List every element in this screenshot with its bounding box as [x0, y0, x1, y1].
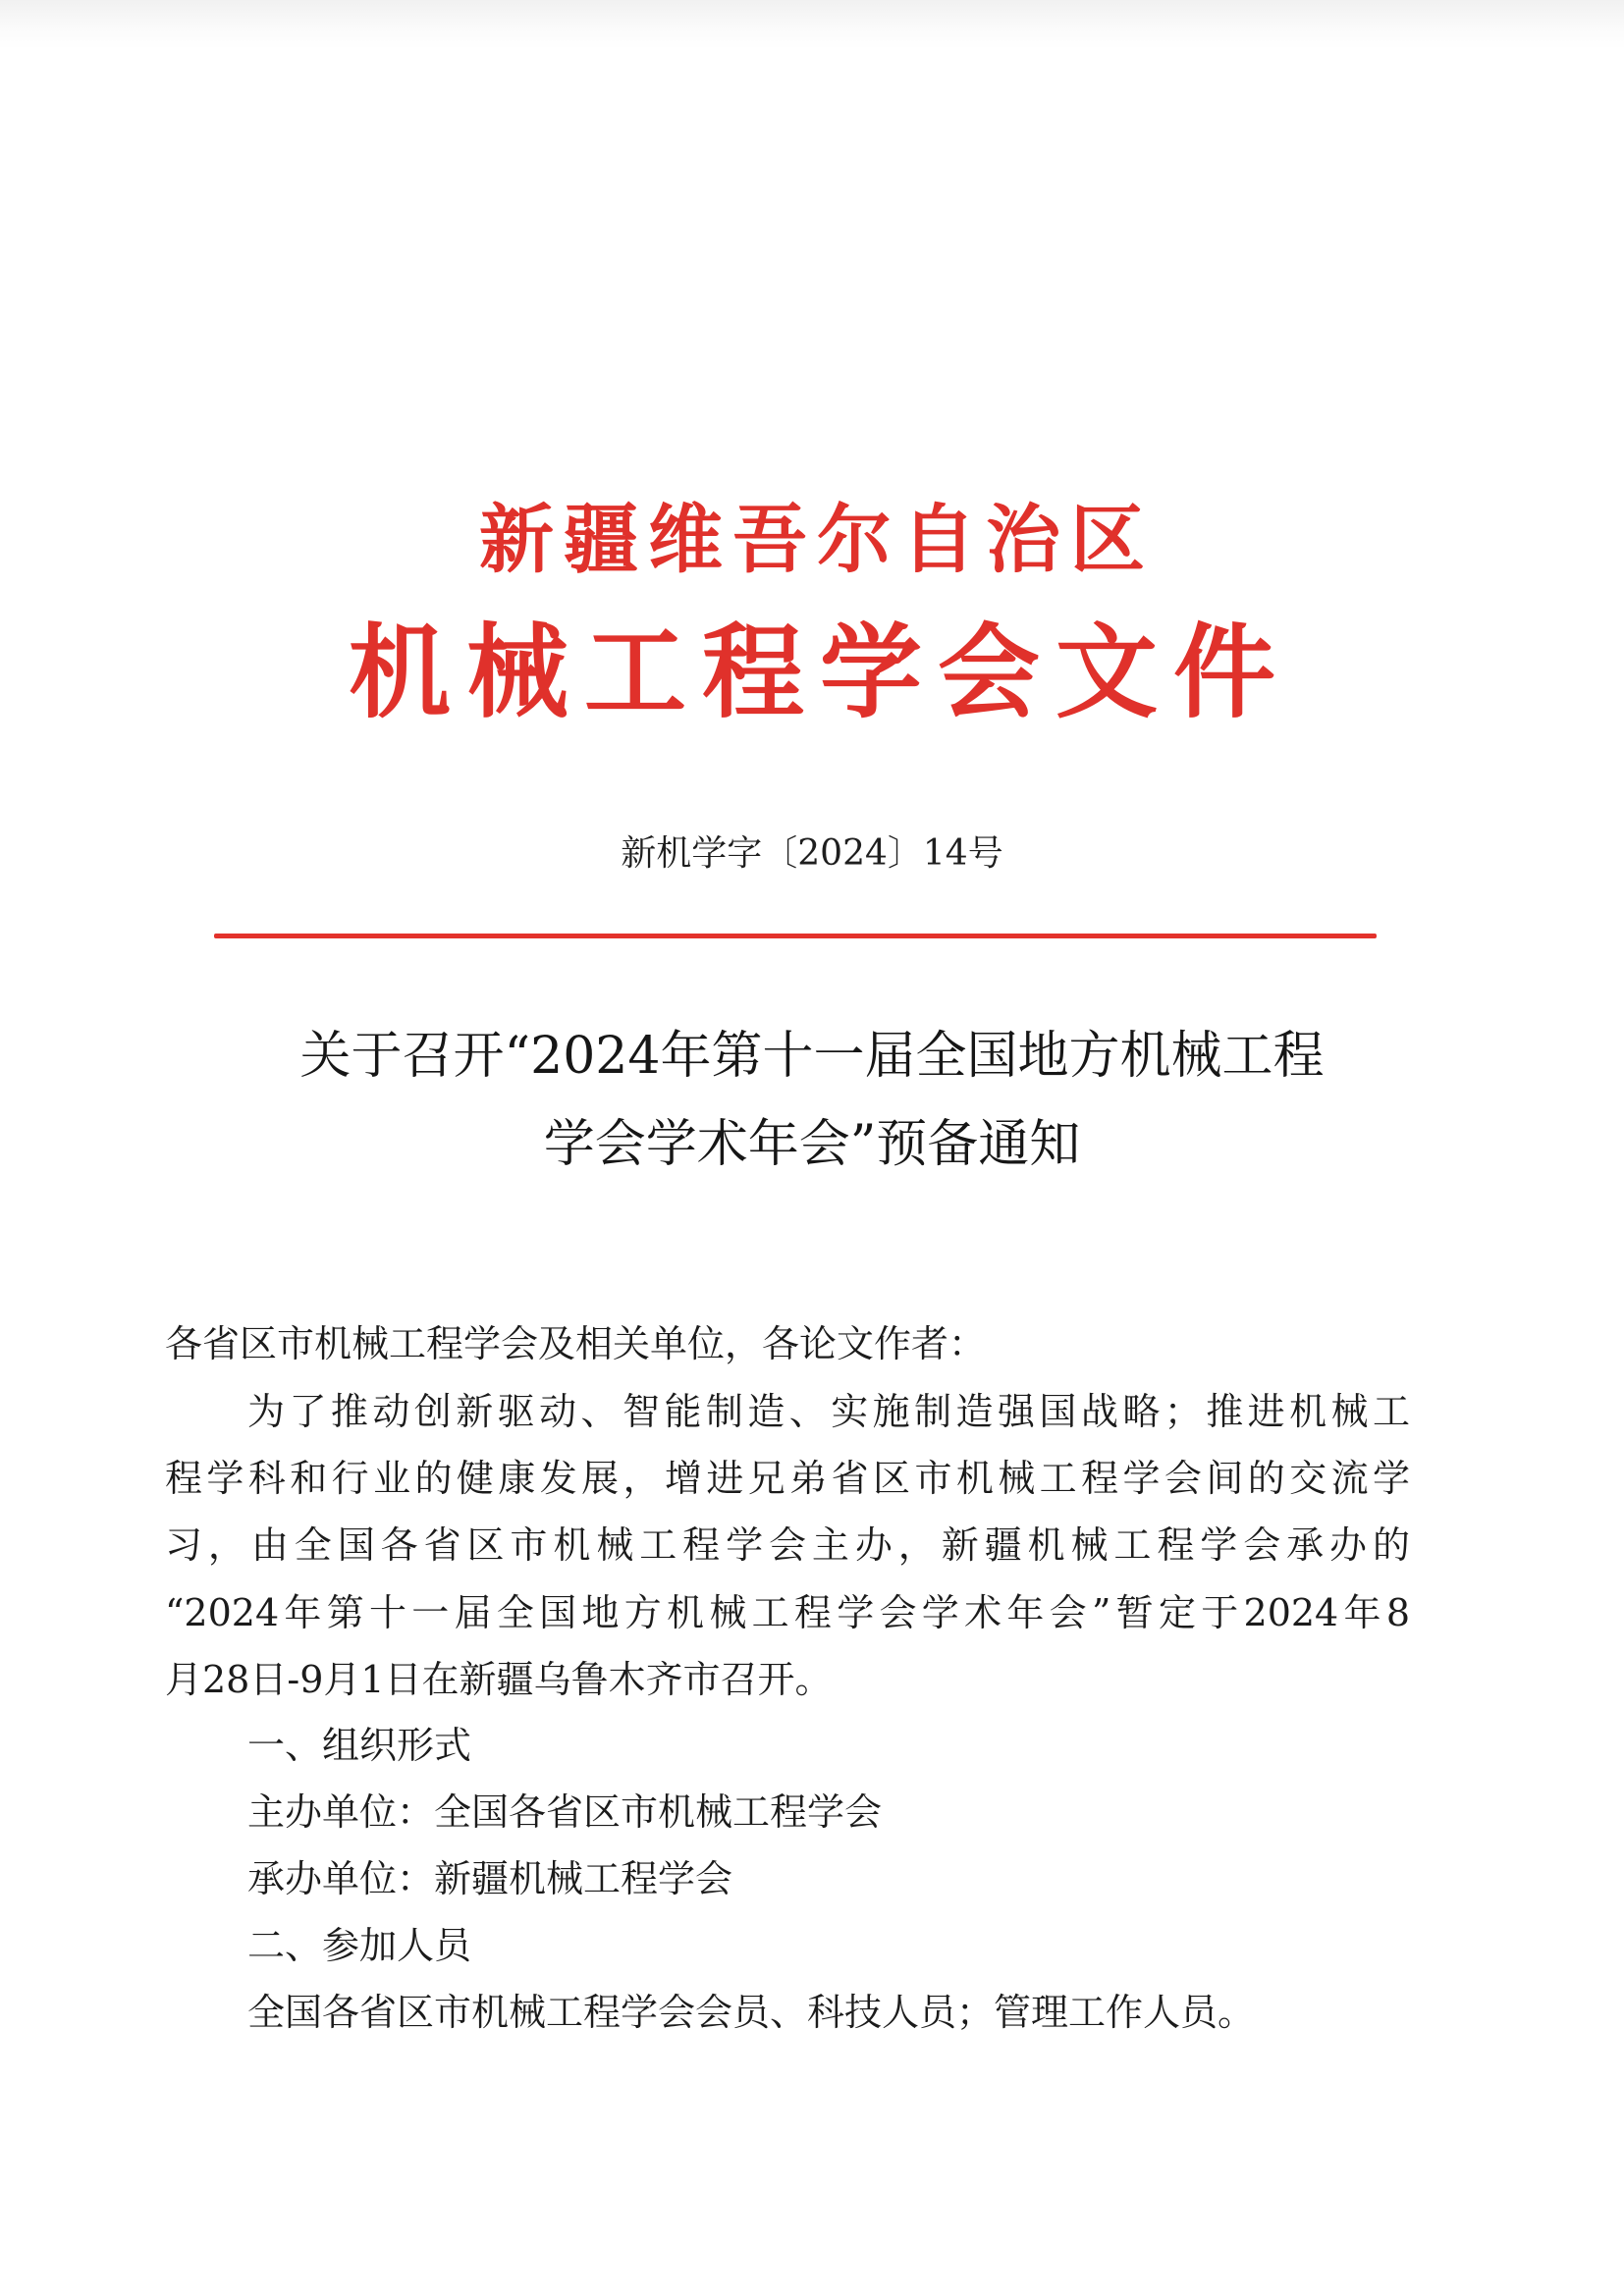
document-title-line-2: 学会学术年会”预备通知: [543, 1115, 1081, 1174]
document-number: 新机学字〔2024〕14号: [621, 833, 1003, 874]
section-heading-participants: 二、参加人员: [247, 1924, 472, 1967]
host-line: 承办单位：新疆机械工程学会: [247, 1857, 733, 1900]
organizer-line: 主办单位：全国各省区市机械工程学会: [247, 1790, 883, 1834]
red-divider-line: [214, 934, 1377, 938]
salutation: 各省区市机械工程学会及相关单位，各论文作者：: [165, 1322, 987, 1365]
document-title-line-1: 关于召开“2024年第十一届全国地方机械工程: [299, 1027, 1325, 1086]
paragraph-line-4: “2024年第十一届全国地方机械工程学会学术年会”暂定于2024年8: [165, 1591, 1410, 1634]
paragraph-line-5: 月28日-9月1日在新疆乌鲁木齐市召开。: [165, 1658, 833, 1701]
issuer-header-title: 机械工程学会文件: [348, 612, 1291, 732]
participants-line: 全国各省区市机械工程学会会员、科技人员；管理工作人员。: [247, 1991, 1256, 2034]
paragraph-line-3: 习，由全国各省区市机械工程学会主办，新疆机械工程学会承办的: [165, 1523, 1410, 1567]
section-heading-organization: 一、组织形式: [247, 1724, 472, 1767]
issuer-header-region: 新疆维吾尔自治区: [479, 496, 1155, 583]
paragraph-line-2: 程学科和行业的健康发展，增进兄弟省区市机械工程学会间的交流学: [165, 1457, 1410, 1500]
scan-edge-shadow: [0, 0, 1624, 49]
paragraph-line-1: 为了推动创新驱动、智能制造、实施制造强国战略；推进机械工: [247, 1390, 1410, 1433]
